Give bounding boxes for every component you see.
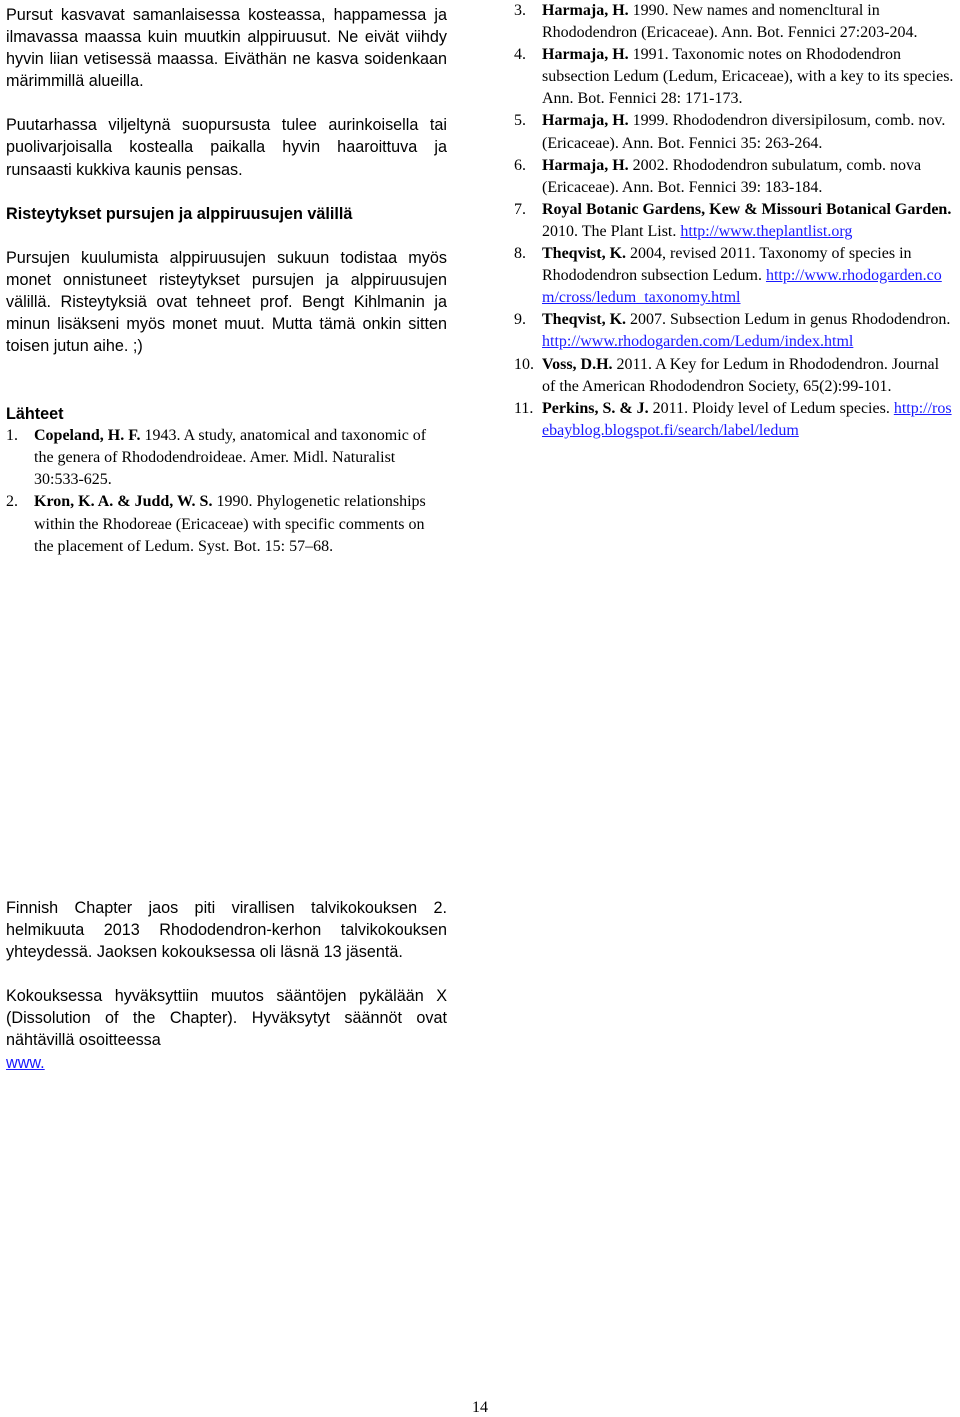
intro-paragraph-1: Pursut kasvavat samanlaisessa kosteassa, happamessa ja ilmavassa maassa kuin muutkin alppiruusut. Ne eivät viihdy hyvin liian vetisessä maassa. Eiväthän ne kasva soidenkaan märimmillä alueilla.	[6, 6, 447, 91]
reference-author: Harmaja, H.	[542, 112, 629, 130]
reference-author: Kron, K. A. & Judd, W. S.	[34, 493, 213, 511]
reference-list-left	[6, 425, 447, 558]
reference-author: Voss, D.H.	[542, 355, 613, 373]
reference-text: 1990. Phylogenetic relationships within the Rhodoreae (Ericaceae) with specific comments on the placement of Ledum. Syst. Bot. 15: 57–68.	[34, 493, 426, 555]
reference-author: Theqvist, K.	[542, 245, 627, 263]
reference-author: Perkins, S. & J.	[542, 399, 649, 417]
reference-item	[514, 398, 955, 442]
reference-number: 4.	[514, 46, 526, 64]
right-column	[514, 0, 955, 442]
reference-text: 2004, revised 2011. Taxonomy of species in Rhododendron subsection Ledum.	[542, 245, 912, 285]
reference-text: 1991. Taxonomic notes on Rhododendron subsection Ledum (Ledum, Ericaceae), with a key to its species. Ann. Bot. Fennici 28: 171-173.	[542, 46, 954, 108]
meeting-paragraph-2-text: Kokouksessa hyväksyttiin muutos sääntöjen pykälään X (Dissolution of the Chapter). Hyväksytyt säännöt ovat nähtävillä osoitteessa	[6, 987, 447, 1050]
meeting-paragraph-2	[6, 985, 447, 1073]
reference-number: 7.	[514, 200, 526, 218]
reference-list-right	[514, 0, 955, 442]
reference-link[interactable]: http://rosebayblog.blogspot.fi/search/label/ledum	[542, 399, 952, 439]
reference-link[interactable]: http://www.theplantlist.org	[680, 222, 853, 240]
reference-number: 6.	[514, 156, 526, 174]
reference-author: Harmaja, H.	[542, 156, 629, 174]
reference-text: 2011. A Key for Ledum in Rhododendron. Journal of the American Rhododendron Society, 65(2):99-101.	[542, 355, 940, 395]
reference-author: Royal Botanic Gardens, Kew & Missouri Botanical Garden.	[542, 200, 952, 218]
reference-link[interactable]: http://www.rhodogarden.com/cross/ledum_taxonomy.html	[542, 267, 942, 307]
reference-text: 2007. Subsection Ledum in genus Rhododendron.	[626, 311, 951, 329]
reference-item	[6, 425, 447, 491]
reference-text: 1943. A study, anatomical and taxonomic of the genera of Rhododendroideae. Amer. Midl. Naturalist 30:533-625.	[34, 427, 427, 489]
reference-number: 11.	[514, 399, 534, 417]
reference-author: Copeland, H. F.	[34, 427, 141, 445]
reference-number: 8.	[514, 245, 526, 263]
sources-heading: Lähteet	[6, 405, 64, 424]
reference-text: 2002. Rhododendron subulatum, comb. nova (Ericaceae). Ann. Bot. Fennici 39: 183-184.	[542, 156, 922, 196]
meeting-link[interactable]: www.	[6, 1053, 45, 1072]
reference-author: Theqvist, K.	[542, 311, 627, 329]
hybrid-section-heading: Risteytykset pursujen ja alppiruusujen välillä	[6, 204, 353, 223]
reference-number: 9.	[514, 311, 526, 329]
reference-item	[514, 199, 955, 243]
reference-number: 10.	[514, 355, 534, 373]
left-column	[6, 4, 447, 558]
reference-link[interactable]: http://www.rhodogarden.com/Ledum/index.html	[542, 333, 854, 351]
meeting-notice	[6, 897, 447, 1074]
reference-item	[514, 309, 955, 353]
reference-number: 3.	[514, 2, 526, 19]
reference-number: 5.	[514, 112, 526, 130]
intro-paragraph-2: Puutarhassa viljeltynä suopursusta tulee aurinkoisella tai puolivarjoisalla kostealla paikalla hyvin haaroittuva ja runsaasti kukkiva kaunis pensas.	[6, 116, 447, 179]
reference-text: 2011. Ploidy level of Ledum species.	[648, 399, 894, 417]
meeting-paragraph-1: Finnish Chapter jaos piti virallisen talvikokouksen 2. helmikuuta 2013 Rhododendron-kerhon talvikokouksen yhteydessä. Jaoksen kokouksessa oli läsnä 13 jäsentä.	[6, 899, 447, 962]
hybrid-section-text: Pursujen kuulumista alppiruusujen sukuun todistaa myös monet onnistuneet risteytykset pursujen ja alppiruusujen välillä. Risteytyksiä ovat tehneet prof. Bengt Kihlmanin ja minun lisäkseni myös monet muut. Mutta tämä onkin sitten toisen jutun aihe. ;)	[6, 248, 447, 356]
reference-item	[514, 155, 955, 199]
reference-number: 1.	[6, 427, 18, 445]
reference-text: 1990. New names and nomencltural in Rhododendron (Ericaceae). Ann. Bot. Fennici 27:203-204.	[542, 2, 918, 42]
reference-author: Harmaja, H.	[542, 2, 629, 19]
reference-number: 2.	[6, 493, 18, 511]
reference-text: 2010. The Plant List.	[542, 222, 681, 240]
page-number: 14	[472, 1399, 488, 1416]
reference-item	[514, 110, 955, 154]
reference-text: 1999. Rhododendron diversipilosum, comb. nov. (Ericaceae). Ann. Bot. Fennici 35: 263-264.	[542, 112, 946, 152]
reference-item	[514, 243, 955, 309]
reference-author: Harmaja, H.	[542, 46, 629, 64]
reference-item	[514, 354, 955, 398]
reference-item	[514, 44, 955, 110]
reference-item	[514, 0, 955, 44]
reference-item	[6, 491, 447, 557]
